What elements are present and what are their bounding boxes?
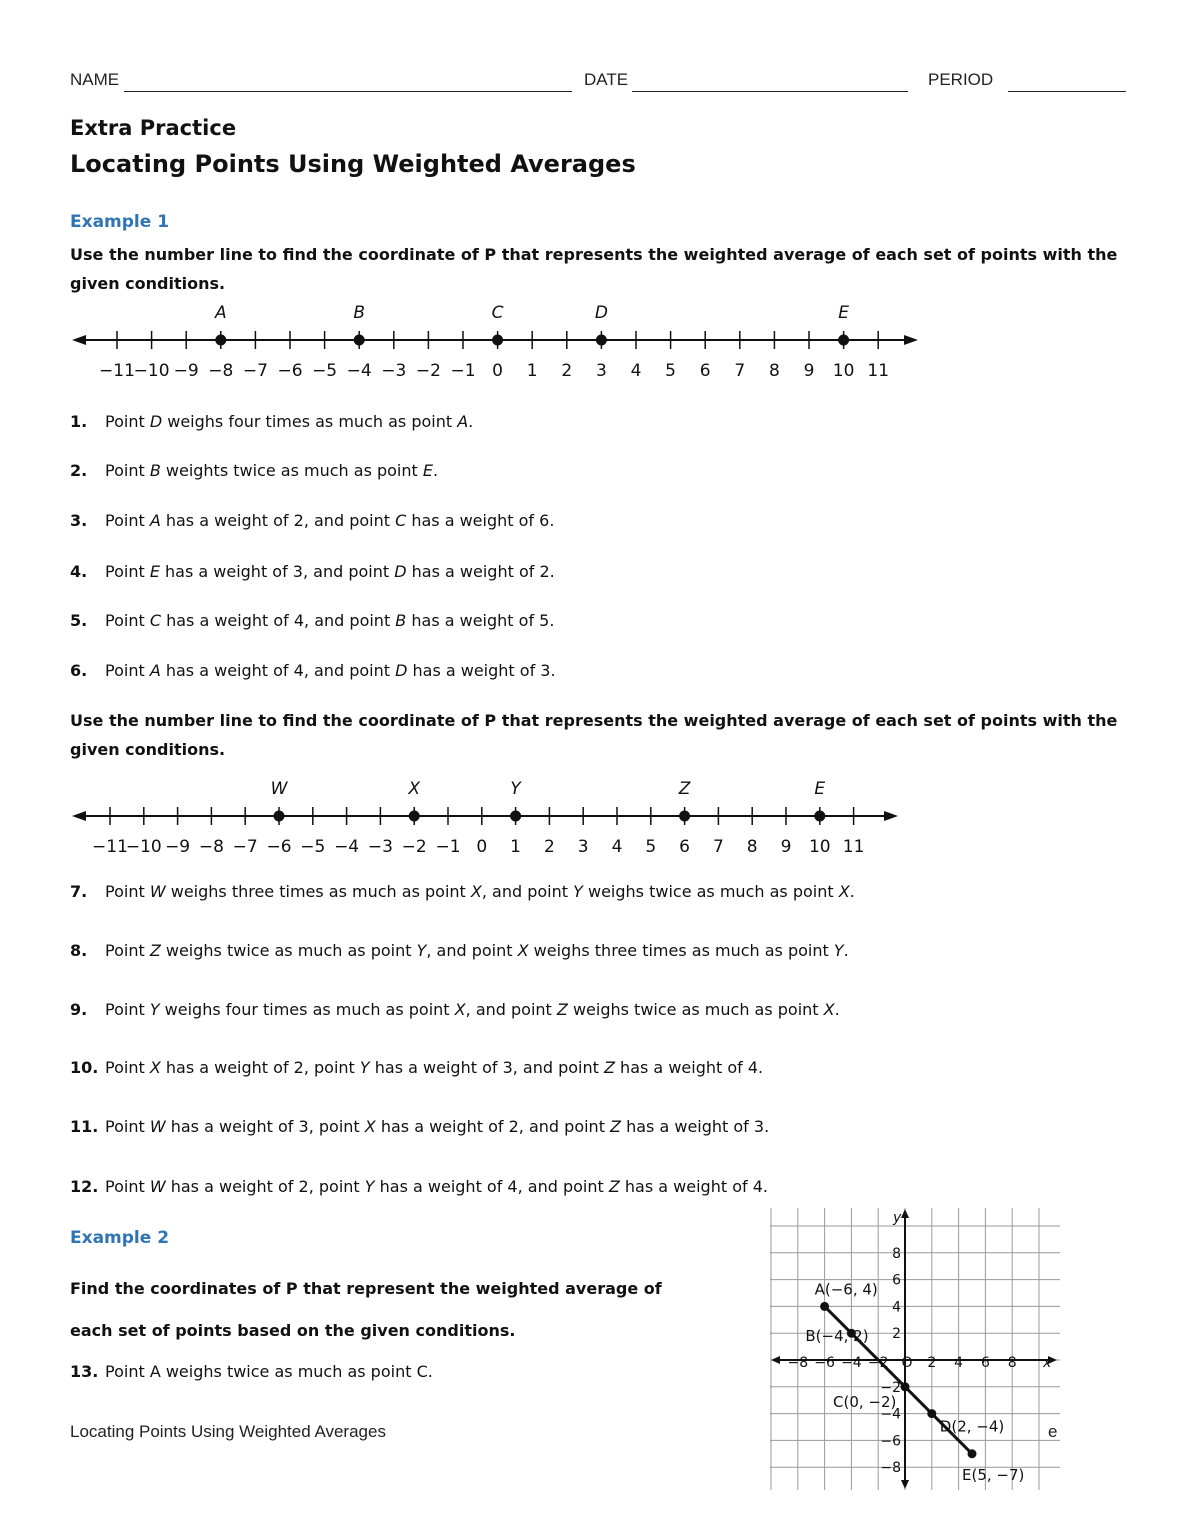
tick-label: −2: [401, 837, 427, 857]
tick-label: −7: [242, 361, 268, 381]
problem-text: Point W weighs three times as much as point X, and point Y weighs twice as much as point X.: [105, 882, 855, 901]
graph-point-label: C(0, −2): [833, 1392, 897, 1411]
point-w: [274, 811, 285, 822]
problem-a-5: [70, 611, 554, 630]
point-label-e: E: [814, 779, 826, 799]
tick-label: −6: [266, 837, 292, 857]
tick-label: 0: [476, 837, 488, 857]
point-d: [596, 335, 607, 346]
tick-label: 5: [645, 837, 657, 857]
y-tick-label: 2: [892, 1326, 901, 1343]
tick-label: −10: [133, 361, 170, 381]
number-line-a: [60, 295, 940, 390]
point-e: [838, 335, 849, 346]
problem-a-6: [70, 661, 556, 680]
problem-text: Point E has a weight of 3, and point D has a weight of 2.: [105, 562, 555, 581]
problem-a-3: [70, 511, 554, 530]
point-y: [510, 811, 521, 822]
tick-label: 1: [526, 361, 538, 381]
tick-label: −8: [198, 837, 224, 857]
tick-label: −3: [381, 361, 407, 381]
x-tick-label: 2: [927, 1355, 937, 1371]
page-title: Locating Points Using Weighted Averages: [70, 150, 636, 178]
problem-number: 11.: [70, 1117, 99, 1136]
period-field-line[interactable]: [1008, 91, 1126, 92]
problem-text: Point Z weighs twice as much as point Y, and point X weighs three times as much as point Y.: [105, 941, 849, 960]
x-tick-label: −2: [867, 1355, 889, 1371]
graph-point-a: [820, 1302, 829, 1311]
x-tick-label: −6: [814, 1355, 835, 1371]
left-arrow-icon: [72, 335, 86, 345]
problem-a-1: [70, 412, 473, 431]
tick-label: −1: [435, 837, 461, 857]
problem-number: 8.: [70, 941, 88, 960]
instructions-b: Use the number line to find the coordinate of P that represents the weighted average of each set of points with the given conditions.: [70, 711, 1118, 759]
y-tick-label: 6: [892, 1272, 901, 1289]
name-field-line[interactable]: [124, 91, 572, 92]
problem-text: Point A weighs twice as much as point C.: [105, 1362, 433, 1381]
tick-label: 4: [630, 361, 642, 381]
y-tick-label: 4: [892, 1299, 901, 1316]
graph-point-label: D(2, −4): [939, 1417, 1005, 1436]
tick-label: −10: [125, 837, 162, 857]
axis-arrow-icon: [771, 1356, 780, 1364]
point-label-c: C: [491, 303, 504, 323]
problem-b-5: [70, 1117, 769, 1136]
left-arrow-icon: [72, 811, 86, 821]
graph-point-c: [901, 1382, 910, 1391]
y-axis-label: y: [893, 1210, 902, 1226]
point-label-w: W: [270, 779, 288, 799]
tick-label: −7: [232, 837, 258, 857]
tick-label: −6: [277, 361, 303, 381]
point-label-b: B: [353, 303, 366, 323]
tick-label: 8: [746, 837, 758, 857]
tick-label: 5: [665, 361, 677, 381]
date-label: DATE: [584, 70, 629, 89]
problem-number: 12.: [70, 1177, 99, 1196]
problem-text: Point X has a weight of 2, point Y has a weight of 3, and point Z has a weight of 4.: [105, 1058, 764, 1077]
tick-label: 3: [577, 837, 589, 857]
tick-label: 3: [595, 361, 607, 381]
graph-point-e: [968, 1449, 977, 1458]
problem-number: 13.: [70, 1362, 99, 1381]
point-x: [409, 811, 420, 822]
point-label-z: Z: [678, 779, 691, 799]
example-1-label: Example 1: [70, 212, 170, 232]
problem-text: Point Y weighs four times as much as point X, and point Z weighs twice as much as point X.: [105, 1000, 840, 1019]
footer-title: Locating Points Using Weighted Averages: [70, 1422, 386, 1441]
problem-number: 6.: [70, 661, 88, 680]
point-a: [215, 335, 226, 346]
problem-number: 5.: [70, 611, 88, 630]
axis-arrow-icon: [901, 1480, 909, 1489]
problem-number: 1.: [70, 412, 88, 431]
graph-point-label: E(5, −7): [962, 1465, 1025, 1484]
tick-label: −5: [300, 837, 326, 857]
problem-b-1: [70, 882, 855, 901]
x-tick-label: −4: [841, 1355, 862, 1371]
footer-page-fragment: e: [1048, 1422, 1058, 1441]
graph-point-label: A(−6, 4): [814, 1280, 878, 1299]
example-2-instruction-line-2: each set of points based on the given conditions.: [70, 1321, 516, 1340]
x-tick-label: O: [901, 1355, 913, 1371]
tick-label: 6: [699, 361, 711, 381]
tick-label: 7: [712, 837, 724, 857]
point-label-e: E: [838, 303, 849, 323]
tick-label: −3: [367, 837, 393, 857]
x-axis-label: x: [1043, 1355, 1052, 1371]
problem-b-3: [70, 1000, 840, 1019]
problem-number: 2.: [70, 461, 88, 480]
point-z: [679, 811, 690, 822]
example-2-instruction-line-1: Find the coordinates of P that represent the weighted average of: [70, 1279, 662, 1298]
tick-label: 9: [803, 361, 815, 381]
tick-label: 11: [842, 837, 865, 857]
problem-text: Point W has a weight of 3, point X has a weight of 2, and point Z has a weight of 3.: [105, 1117, 770, 1136]
y-tick-label: −8: [880, 1460, 901, 1477]
tick-label: −2: [415, 361, 441, 381]
problem-text: Point D weighs four times as much as point A.: [105, 412, 474, 431]
problem-number: 4.: [70, 562, 88, 581]
tick-label: −11: [92, 837, 128, 857]
problem-text: Point A has a weight of 2, and point C has a weight of 6.: [105, 511, 555, 530]
point-b: [354, 335, 365, 346]
point-c: [492, 335, 503, 346]
tick-label: 10: [832, 361, 855, 381]
problem-number: 10.: [70, 1058, 99, 1077]
y-tick-label: −4: [880, 1406, 901, 1423]
x-tick-label: 4: [954, 1355, 964, 1371]
tick-label: 6: [679, 837, 691, 857]
problem-text: Point C has a weight of 4, and point B has a weight of 5.: [105, 611, 555, 630]
period-label: PERIOD: [928, 70, 994, 89]
tick-label: 0: [492, 361, 504, 381]
number-line-b: [60, 772, 920, 862]
right-arrow-icon: [884, 811, 898, 821]
x-tick-label: 8: [1007, 1355, 1017, 1371]
tick-label: 8: [768, 361, 780, 381]
x-tick-label: 6: [980, 1355, 990, 1371]
x-tick-label: −8: [787, 1355, 809, 1371]
problem-text: Point W has a weight of 2, point Y has a weight of 4, and point Z has a weight of 4.: [105, 1177, 768, 1196]
date-field-line[interactable]: [632, 91, 908, 92]
tick-label: 4: [611, 837, 623, 857]
tick-label: 2: [561, 361, 573, 381]
axis-arrow-icon: [901, 1209, 909, 1218]
problem-a-4: [70, 562, 555, 581]
problem-text: Point B weights twice as much as point E.: [105, 461, 439, 480]
problem-number: 3.: [70, 511, 88, 530]
problem-number: 7.: [70, 882, 88, 901]
tick-label: 11: [867, 361, 890, 381]
problem-b-6: [70, 1177, 768, 1196]
tick-label: −9: [173, 361, 199, 381]
point-label-a: A: [214, 303, 227, 323]
tick-label: −4: [346, 361, 372, 381]
problem-13: [70, 1362, 433, 1381]
right-arrow-icon: [904, 335, 918, 345]
point-e: [814, 811, 825, 822]
tick-label: −4: [334, 837, 360, 857]
tick-label: 7: [734, 361, 746, 381]
name-label: NAME: [70, 70, 120, 89]
coordinate-graph: [770, 1208, 1060, 1490]
tick-label: −8: [208, 361, 234, 381]
problem-b-4: [70, 1058, 763, 1077]
tick-label: 9: [780, 837, 792, 857]
instructions-a: Use the number line to find the coordinate of P that represents the weighted average of each set of points with the given conditions.: [70, 245, 1118, 293]
graph-point-label: B(−4, 2): [805, 1327, 869, 1346]
tick-label: −11: [99, 361, 135, 381]
point-label-d: D: [594, 303, 608, 323]
tick-label: −5: [312, 361, 338, 381]
subtitle: Extra Practice: [70, 116, 237, 140]
example-2-label: Example 2: [70, 1228, 170, 1248]
tick-label: −9: [165, 837, 191, 857]
problem-text: Point A has a weight of 4, and point D has a weight of 3.: [105, 661, 556, 680]
problem-a-2: [70, 461, 438, 480]
y-tick-label: −2: [880, 1379, 901, 1396]
tick-label: 1: [510, 837, 522, 857]
y-tick-label: −6: [880, 1433, 901, 1450]
graph-point-d: [927, 1409, 936, 1418]
point-label-y: Y: [510, 779, 521, 799]
problem-number: 9.: [70, 1000, 88, 1019]
point-label-x: X: [408, 779, 421, 799]
tick-label: −1: [450, 361, 476, 381]
tick-label: 10: [808, 837, 831, 857]
problem-b-2: [70, 941, 849, 960]
y-tick-label: 8: [892, 1245, 901, 1262]
tick-label: 2: [543, 837, 555, 857]
